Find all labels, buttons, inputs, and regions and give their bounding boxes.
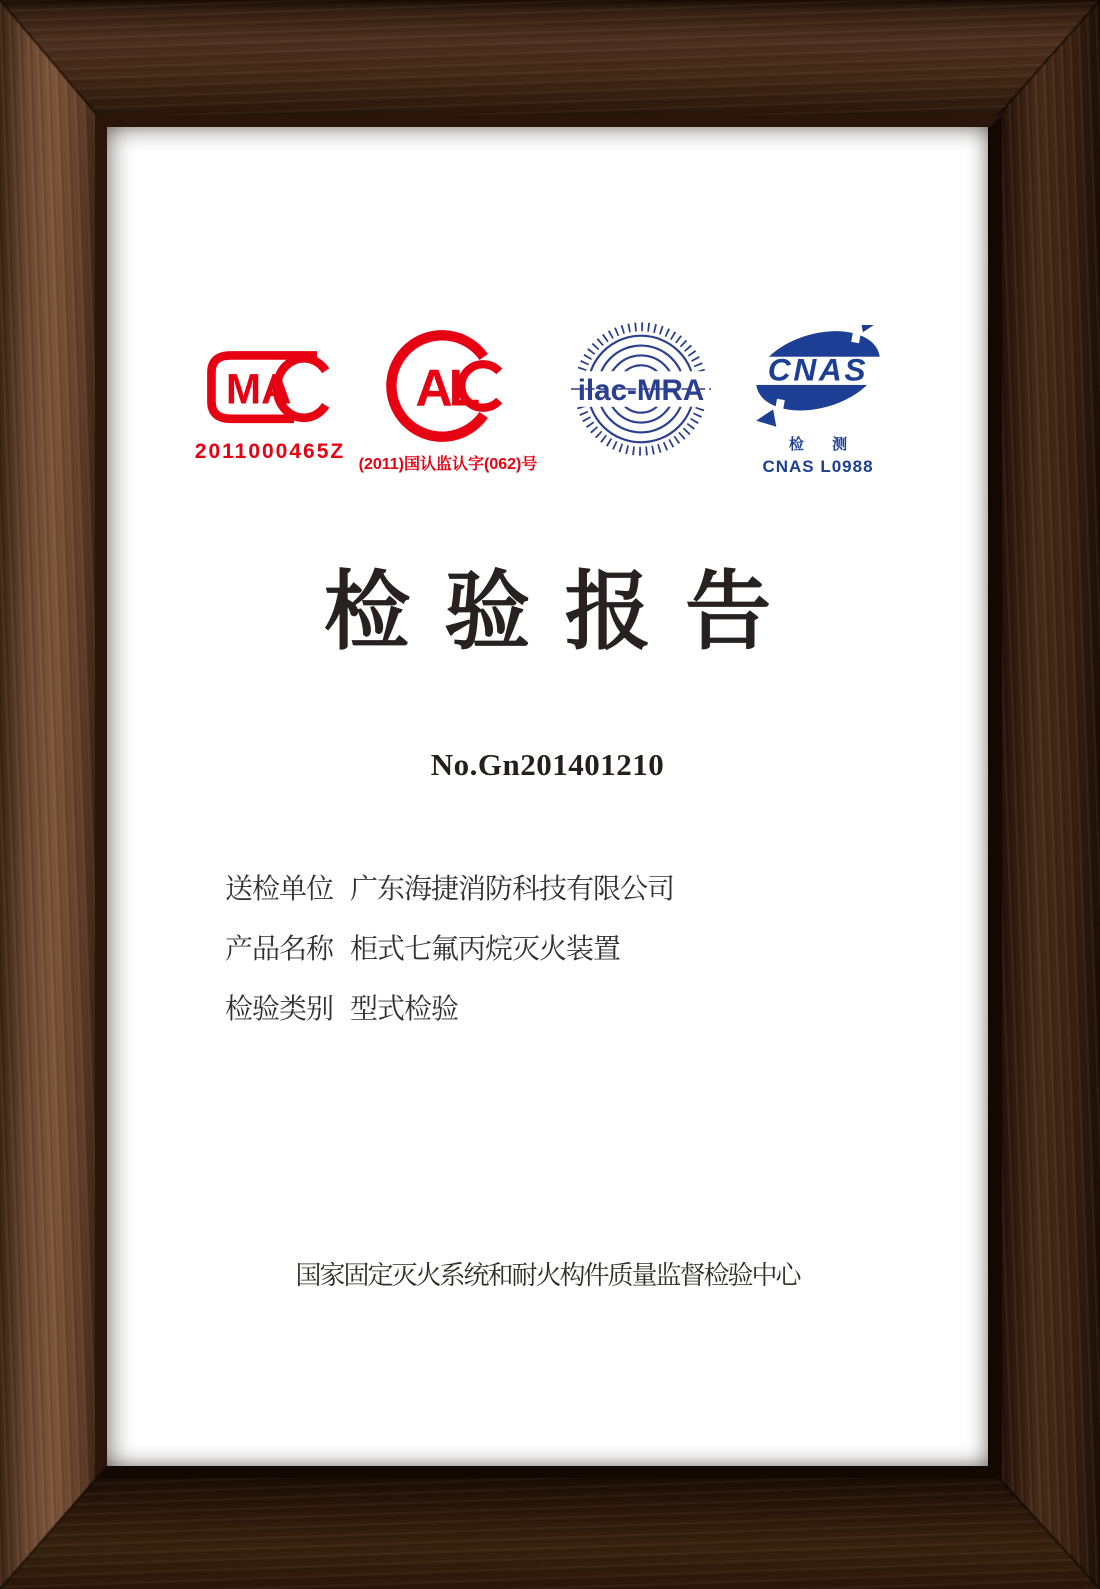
cma-letters: MA [225, 365, 292, 413]
cnas-logo-block [743, 325, 893, 477]
ilac-mra-text: ilac-MRA [577, 373, 705, 407]
cal-logo-block [358, 327, 538, 474]
frame-right [988, 0, 1100, 1589]
cal-letters: AL [415, 358, 477, 417]
certificate-paper [107, 127, 988, 1466]
field-value: 型式检验 [350, 993, 459, 1024]
report-number: No.Gn201401210 [430, 747, 665, 782]
accreditation-logos-row [107, 307, 988, 477]
field-row-applicant [225, 875, 674, 903]
field-row-inspection-type [225, 995, 674, 1023]
ilac-mra-logo-block [567, 310, 715, 468]
ilac-mra-logo-icon [567, 310, 715, 468]
field-value: 广东海捷消防科技有限公司 [350, 873, 675, 904]
field-row-product [225, 935, 674, 963]
cnas-name: CNAS [767, 351, 869, 388]
cma-logo-block [195, 341, 345, 464]
cma-certificate-number: 2011000465Z [194, 440, 346, 463]
frame-bottom [0, 1466, 1100, 1589]
cnas-logo-icon [743, 325, 893, 429]
field-value: 柜式七氟丙烷灭火装置 [350, 933, 621, 964]
cal-caption: (2011)国认监认字(062)号 [358, 456, 538, 473]
cal-logo-icon [378, 327, 518, 446]
cnas-lab-code: CNAS L0988 [762, 457, 874, 476]
report-fields [225, 875, 674, 1023]
frame-left [0, 0, 107, 1589]
report-title: 检验报告 [323, 564, 806, 660]
field-label: 检验类别 [225, 993, 334, 1024]
field-label: 产品名称 [225, 933, 334, 964]
cma-logo-icon [195, 341, 345, 437]
frame-top [0, 0, 1100, 127]
cnas-caption-cn: 检 测 [788, 436, 860, 453]
field-label: 送检单位 [225, 873, 334, 904]
issuing-organization: 国家固定灭火系统和耐火构件质量监督检验中心 [295, 1260, 800, 1290]
